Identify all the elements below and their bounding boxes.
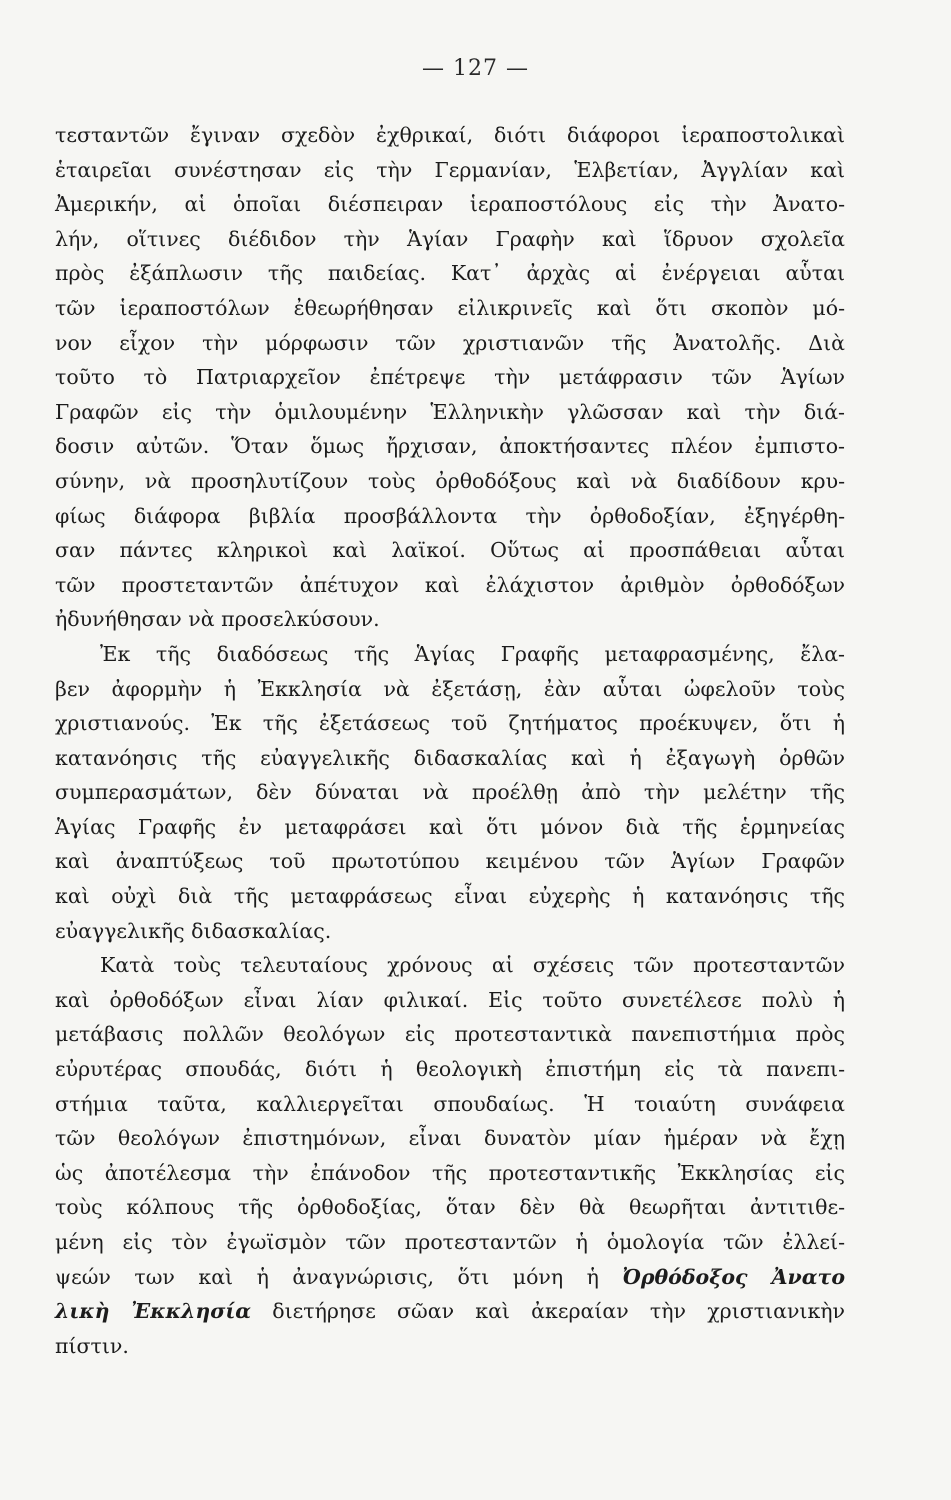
text-line: ἑταιρεῖαι συνέστησαν εἰς τὴν Γερμανίαν, Ἑλβετίαν, Ἀγγλίαν καὶ [55,157,845,182]
emphasized-text: λικὴ Ἐκκλησία [55,1299,252,1324]
text-line: πρὸς ἐξάπλωσιν τῆς παιδείας. Κατ᾽ ἀρχὰς αἱ ἐνέργειαι αὗται [55,261,845,286]
line-end-text: διετήρησε σῶαν καὶ ἀκεραίαν τὴν χριστιανικὴν [251,1299,846,1324]
text-line: καὶ ὀρθοδόξων εἶναι λίαν φιλικαί. Εἰς τοῦτο συνετέλεσε πολὺ ἡ [55,987,845,1012]
text-line [55,1260,845,1295]
text-line: χριστιανούς. Ἐκ τῆς ἐξετάσεως τοῦ ζητήματος προέκυψεν, ὅτι ἡ [55,711,845,736]
page-number: — 127 — [422,56,529,81]
emphasized-text: Ὀρθόδοξος Ἀνατο [622,1264,845,1289]
text-line: μένη εἰς τὸν ἐγωϊσμὸν τῶν προτεσταντῶν ἡ ὁμολογία τῶν ἐλλεί- [55,1230,845,1254]
text-line: εὐαγγελικῆς διδασκαλίας. [55,918,332,943]
text-line: καὶ οὐχὶ διὰ τῆς μεταφράσεως εἶναι εὐχερὴς ἡ κατανόησις τῆς [55,884,845,909]
text-line: Γραφῶν εἰς τὴν ὁμιλουμένην Ἑλληνικὴν γλῶσσαν καὶ τὴν διά- [55,399,845,424]
text-line: σύνην, νὰ προσηλυτίζουν τοὺς ὀρθοδόξους καὶ νὰ διαδίδουν κρυ- [55,468,845,493]
text-line: ὡς ἀποτέλεσμα τὴν ἐπάνοδον τῆς προτεσταντικῆς Ἐκκλησίας εἰς [55,1160,845,1185]
paragraph-start-line: Ἐκ τῆς διαδόσεως τῆς Ἁγίας Γραφῆς μεταφρασμένης, ἔλα- [100,641,845,666]
text-line: νον εἶχον τὴν μόρφωσιν τῶν χριστιανῶν τῆς Ἀνατολῆς. Διὰ [55,330,845,355]
text-line: εὐρυτέρας σπουδάς, διότι ἡ θεολογικὴ ἐπιστήμη εἰς τὰ πανεπι- [55,1057,845,1082]
text-line: σαν πάντες κληρικοὶ καὶ λαϊκοί. Οὕτως αἱ προσπάθειαι αὗται [55,538,845,563]
text-line: συμπερασμάτων, δὲν δύναται νὰ προέλθῃ ἀπὸ τὴν μελέτην τῆς [55,780,845,805]
line-start-text: ψεών των καὶ ἡ ἀναγνώρισις, ὅτι μόνη ἡ [55,1264,623,1289]
text-line: λήν, οἵτινες διέδιδον τὴν Ἁγίαν Γραφὴν καὶ ἵδρυον σχολεῖα [55,226,845,251]
text-line: βεν ἀφορμὴν ἡ Ἐκκλησία νὰ ἐξετάσῃ, ἐὰν αὗται ὠφελοῦν τοὺς [55,676,845,701]
text-line: τοὺς κόλπους τῆς ὀρθοδοξίας, ὅταν δὲν θὰ θεωρῆται ἀντιτιθε- [55,1195,845,1220]
text-line: τεσταντῶν ἔγιναν σχεδὸν ἐχθρικαί, διότι διάφοροι ἱεραποστολικαὶ [55,123,845,147]
text-line: τῶν ἱεραποστόλων ἐθεωρήθησαν εἰλικρινεῖς καὶ ὅτι σκοπὸν μό- [55,295,845,320]
paragraph-start-line: Κατὰ τοὺς τελευταίους χρόνους αἱ σχέσεις τῶν προτεσταντῶν [100,953,845,978]
text-line: στήμια ταῦτα, καλλιεργεῖται σπουδαίως. Ἡ τοιαύτη συνάφεια [55,1091,845,1116]
text-line: τῶν θεολόγων ἐπιστημόνων, εἶναι δυνατὸν μίαν ἡμέραν νὰ ἔχῃ [55,1126,845,1151]
text-line: τοῦτο τὸ Πατριαρχεῖον ἐπέτρεψε τὴν μετάφρασιν τῶν Ἁγίων [55,365,845,390]
text-line: δοσιν αὐτῶν. Ὅταν ὅμως ἤρχισαν, ἀποκτήσαντες πλέον ἐμπιστο- [55,434,845,459]
text-line: ἠδυνήθησαν νὰ προσελκύσουν. [55,607,380,632]
text-line: Ἀμερικήν, αἱ ὁποῖαι διέσπειραν ἱεραποστόλους εἰς τὴν Ἀνατο- [55,192,845,217]
text-line: μετάβασις πολλῶν θεολόγων εἰς προτεσταντικὰ πανεπιστήμια πρὸς [55,1022,845,1047]
text-line: φίως διάφορα βιβλία προσβάλλοντα τὴν ὀρθοδοξίαν, ἐξηγέρθη- [55,503,845,528]
text-line: καὶ ἀναπτύξεως τοῦ πρωτοτύπου κειμένου τῶν Ἁγίων Γραφῶν [55,849,845,874]
body-text [55,118,845,1363]
text-line [55,1294,845,1329]
text-line: πίστιν. [55,1333,129,1358]
text-line: Ἁγίας Γραφῆς ἐν μεταφράσει καὶ ὅτι μόνον διὰ τῆς ἑρμηνείας [55,814,845,839]
text-line: κατανόησις τῆς εὐαγγελικῆς διδασκαλίας καὶ ἡ ἐξαγωγὴ ὀρθῶν [55,745,845,770]
text-line: τῶν προστεταντῶν ἀπέτυχον καὶ ἐλάχιστον ἀριθμὸν ὀρθοδόξων [55,572,845,597]
